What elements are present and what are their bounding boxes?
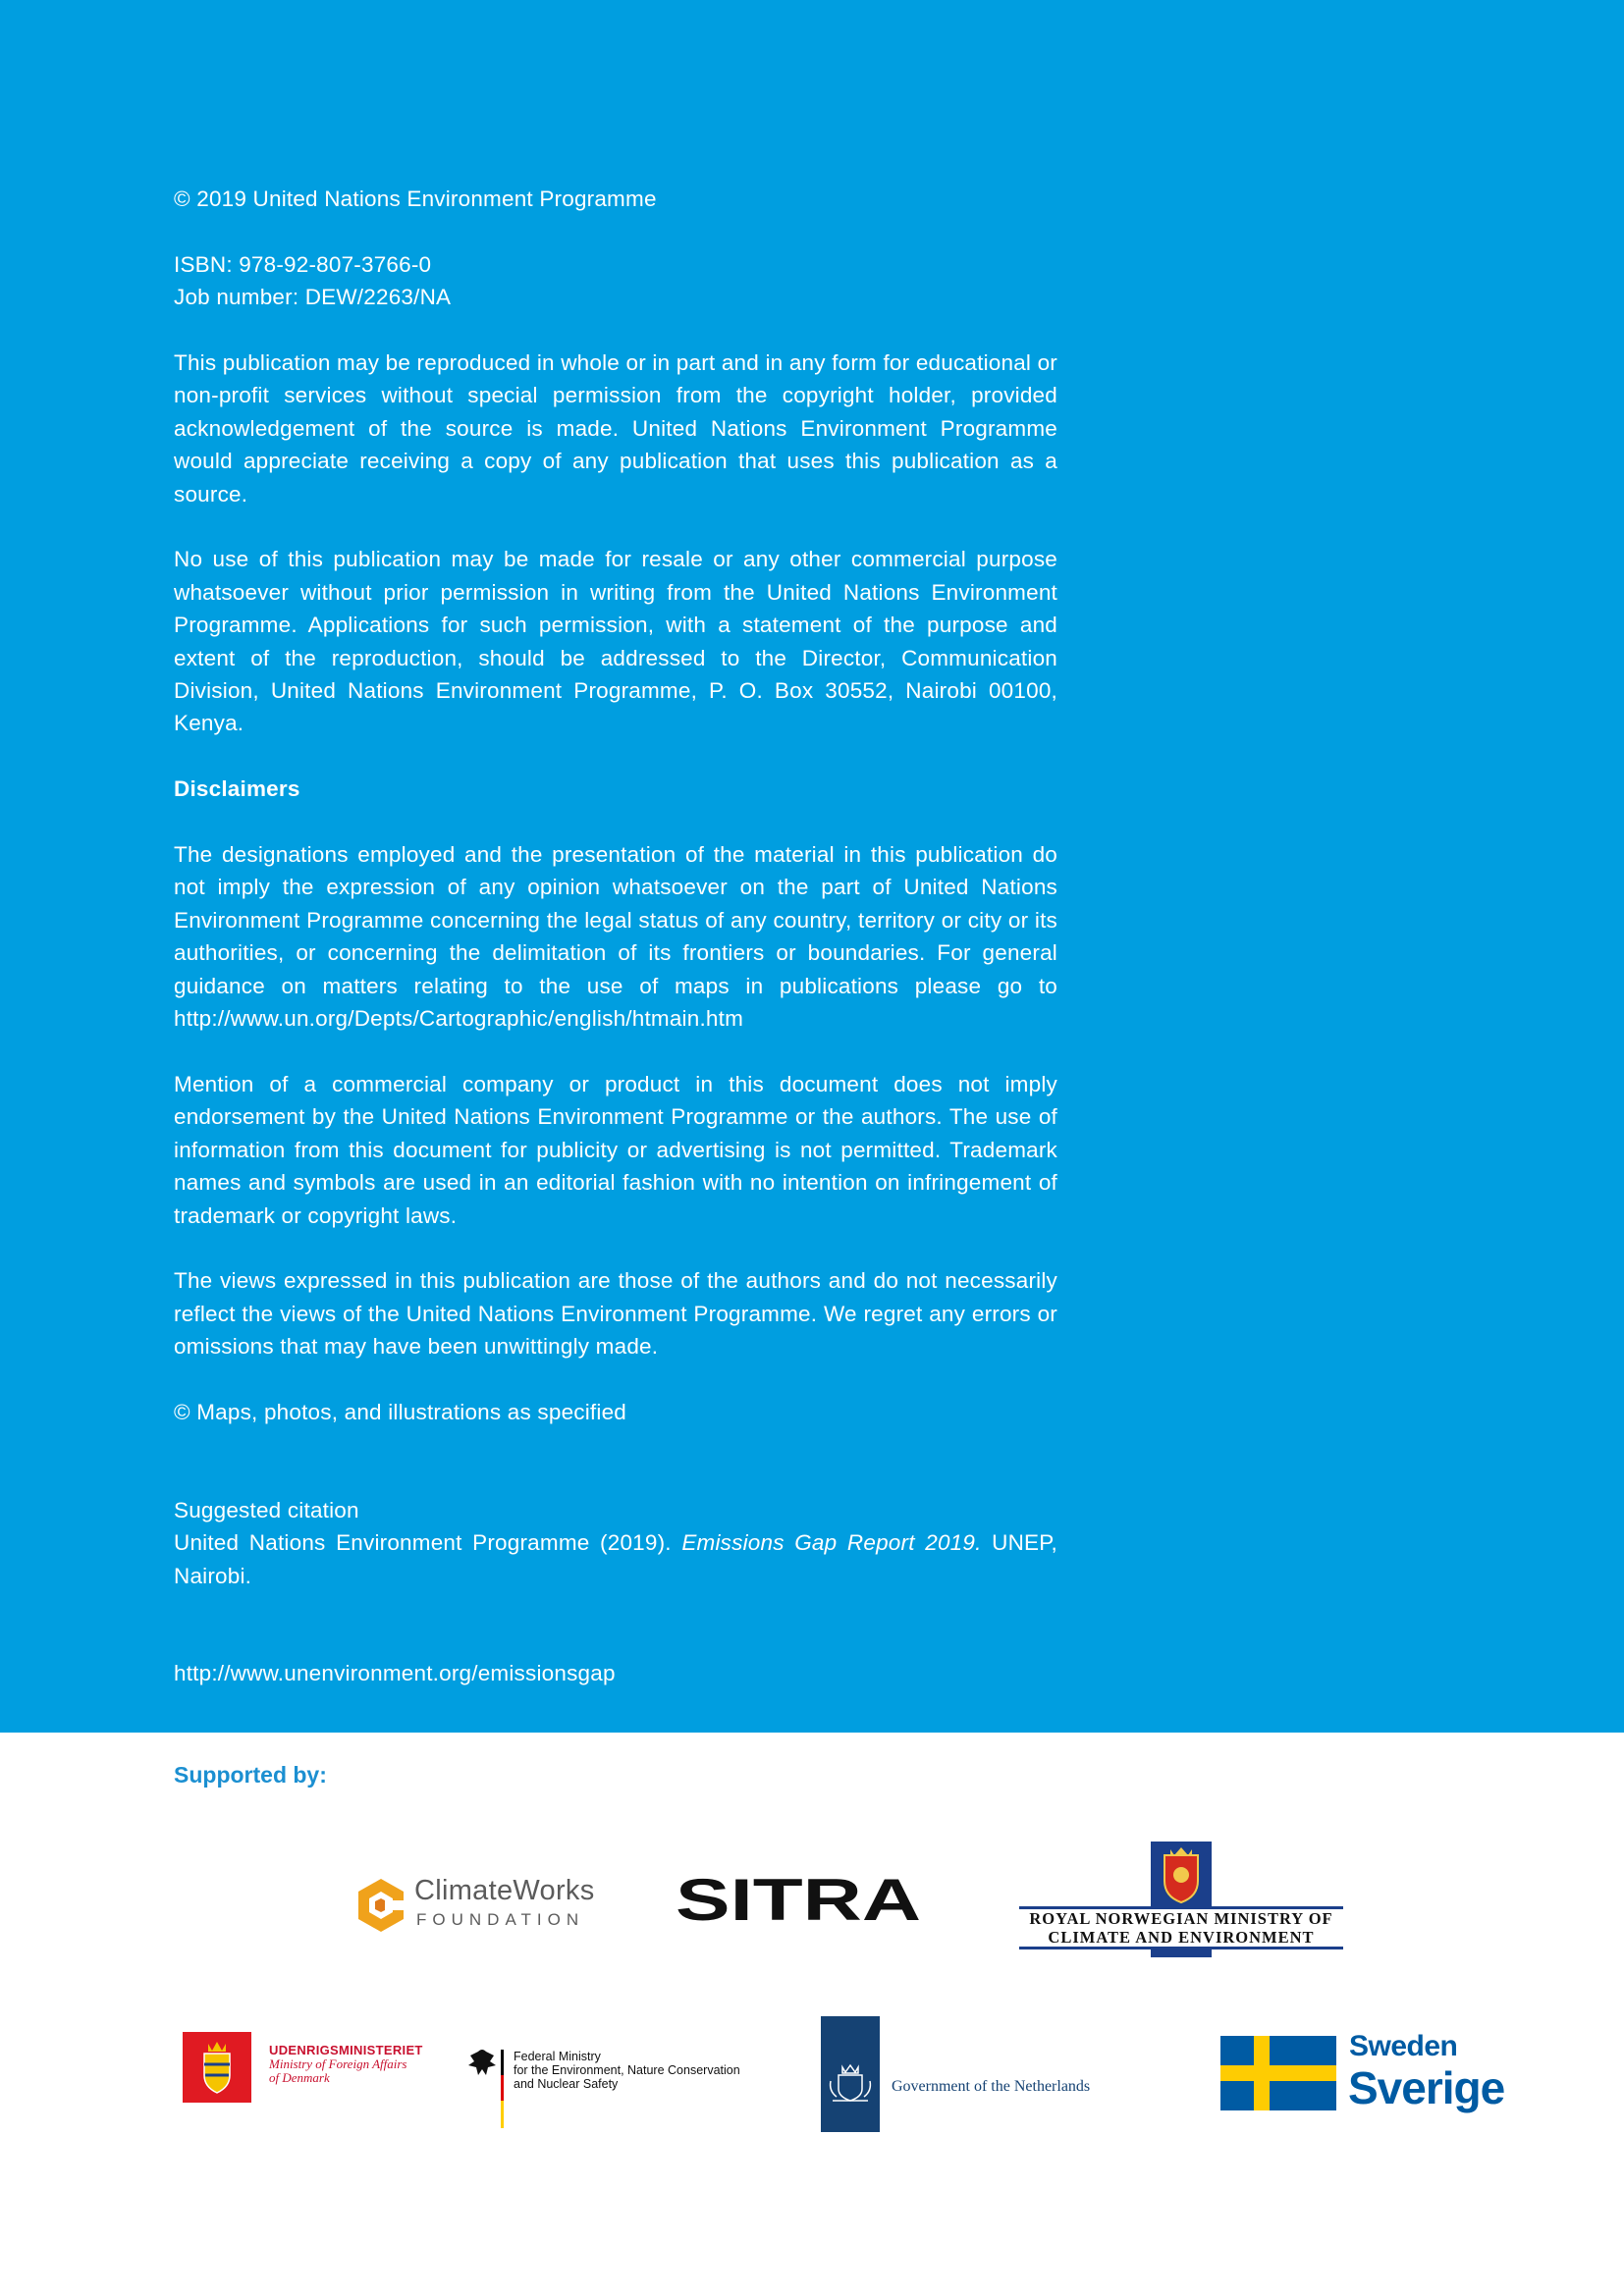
- sverige-word: Sverige: [1348, 2062, 1505, 2113]
- denmark-ministry-logo: [183, 2032, 438, 2103]
- citation-heading: Suggested citation: [174, 1497, 359, 1522]
- germany-line-2: for the Environment, Nature Conservation: [514, 2063, 740, 2077]
- norway-line-1: ROYAL NORWEGIAN MINISTRY OF: [1029, 1909, 1333, 1928]
- sweden-word: Sweden: [1349, 2030, 1458, 2062]
- climateworks-foundation: FOUNDATION: [416, 1910, 585, 1929]
- denmark-line-3: of Denmark: [269, 2070, 330, 2085]
- swedish-flag-icon: [1220, 2036, 1336, 2110]
- commercial-paragraph: Mention of a commercial company or product in this document does not imply endorsement by the United Nations Environment Programme or the authors. The use of information from this document for publicity or advertising is not permitted. Trademark names and symbols are used in an editorial fashion with no intention on infringement of trademark or copyright laws.: [174, 1071, 1057, 1228]
- norway-ministry-logo: [1019, 1842, 1343, 1957]
- imprint-text-column: [174, 183, 1057, 1723]
- spacer: [174, 1462, 1057, 1494]
- climateworks-name: ClimateWorks: [414, 1875, 595, 1906]
- denmark-line-1: UDENRIGSMINISTERIET: [269, 2043, 423, 2057]
- germany-ministry-text: [514, 2050, 740, 2091]
- suggested-citation: [174, 1494, 1057, 1592]
- climateworks-logo: [355, 1875, 595, 1934]
- reproduction-paragraph: This publication may be reproduced in whole or in part and in any form for educational or non-profit services without special permission from the copyright holder, provided acknowledgement of the source is made. United Nations Environment Programme would appreciate receiving a copy of any publication that uses this publication as a source.: [174, 350, 1057, 507]
- citation-prefix: United Nations Environment Programme (2019).: [174, 1530, 682, 1556]
- germany-line-1: Federal Ministry: [514, 2050, 601, 2063]
- sitra-wordmark-icon: [676, 1873, 923, 1928]
- copyright-line: © 2019 United Nations Environment Programme: [174, 187, 657, 211]
- views-paragraph: The views expressed in this publication are those of the authors and do not necessarily reflect the views of the United Nations Environment Programme. We regret any errors or omissions that may have been unwittingly made.: [174, 1268, 1057, 1360]
- netherlands-crest-icon: [821, 2016, 880, 2132]
- germany-ministry-logo: [464, 2046, 749, 2128]
- denmark-crest-icon: [183, 2032, 251, 2103]
- denmark-line-2: Ministry of Foreign Affairs: [269, 2056, 407, 2071]
- resale-paragraph: No use of this publication may be made for resale or any other commercial purpose whatsoever without prior permission in writing from the United Nations Environment Programme. Applications for such permission, with a statement of the purpose and extent of the reproduction, should be addressed to the Director, Communication Division, United Nations Environment Programme, P. O. Box 30552, Nairobi 00100, Kenya.: [174, 547, 1057, 736]
- disclaimers-heading: Disclaimers: [174, 776, 300, 802]
- job-number: Job number: DEW/2263/NA: [174, 285, 452, 310]
- report-url[interactable]: http://www.unenvironment.org/emissionsgap: [174, 1661, 616, 1686]
- norway-ministry-name: [1019, 1909, 1343, 1947]
- sweden-logo: [1220, 2030, 1505, 2118]
- citation-suffix: UNEP, Nairobi.: [174, 1530, 1057, 1588]
- citation-title: Emissions Gap Report 2019.: [681, 1530, 982, 1556]
- netherlands-government-name: Government of the Netherlands: [892, 2078, 1091, 2095]
- publication-ids: [174, 248, 1057, 314]
- supported-by-heading: Supported by:: [174, 1762, 327, 1788]
- designations-paragraph: The designations employed and the presentation of the material in this publication do not imply the expression of any opinion whatsoever on the part of United Nations Environment Programme concerning the legal status of any country, territory or city or its authorities, or concerning the delimitation of its frontiers or boundaries. For general guidance on matters relating to the use of maps in publications please go to http://www.un.org/Depts/Cartographic/english/htmain.htm: [174, 842, 1057, 1032]
- germany-line-3: and Nuclear Safety: [514, 2077, 619, 2091]
- sitra-logo: [676, 1873, 923, 1928]
- norway-line-2: CLIMATE AND ENVIRONMENT: [1048, 1928, 1315, 1947]
- german-eagle-flag-icon: [464, 2046, 504, 2128]
- sitra-wordmark-text: SITRA: [676, 1873, 921, 1928]
- climateworks-hexagon-icon: [355, 1877, 406, 1934]
- denmark-ministry-text: [269, 2044, 423, 2085]
- maps-credit: © Maps, photos, and illustrations as specified: [174, 1399, 627, 1424]
- isbn: ISBN: 978-92-807-3766-0: [174, 251, 432, 277]
- spacer: [174, 1625, 1057, 1657]
- netherlands-government-logo: [821, 2016, 1135, 2132]
